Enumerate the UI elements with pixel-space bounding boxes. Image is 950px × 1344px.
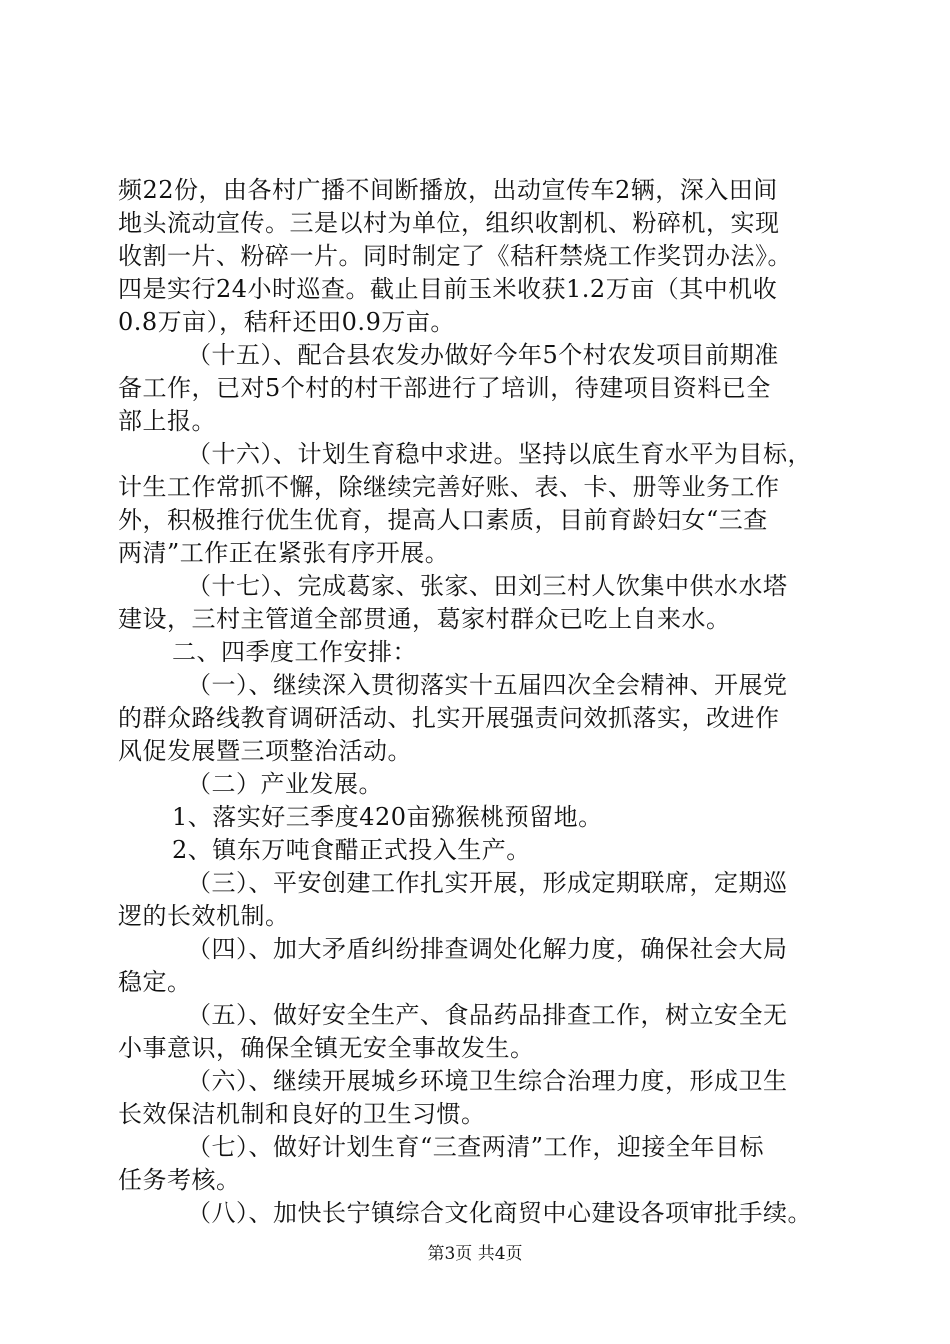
paragraph-line: 四是实行24小时巡查。截止目前玉米收获1.2万亩（其中机收 [118, 275, 778, 303]
paragraph-line: （一）、继续深入贯彻落实十五届四次全会精神、开展党 [187, 671, 788, 699]
paragraph-line: （十七）、完成葛家、张家、田刘三村人饮集中供水水塔 [187, 572, 788, 600]
paragraph-line: 计生工作常抓不懈，除继续完善好账、表、卡、册等业务工作 [118, 473, 780, 501]
paragraph-line: 部上报。 [118, 407, 216, 435]
paragraph-line: 风促发展暨三项整治活动。 [118, 737, 412, 765]
paragraph-line: 逻的长效机制。 [118, 902, 290, 930]
paragraph-line: 外，积极推行优生优育，提高人口素质，目前育龄妇女“三查 [118, 506, 768, 534]
paragraph-line: （六）、继续开展城乡环境卫生综合治理力度，形成卫生 [187, 1067, 788, 1095]
page-number-footer: 第3页 共4页 [427, 1244, 523, 1264]
paragraph-line: 稳定。 [118, 968, 192, 996]
paragraph-line: 两清”工作正在紧张有序开展。 [118, 539, 450, 567]
paragraph-line: 频22份，由各村广播不间断播放，出动宣传车2辆，深入田间 [118, 176, 778, 204]
paragraph-line: （十五）、配合县农发办做好今年5个村农发项目前期准 [187, 341, 779, 369]
paragraph-line: 任务考核。 [118, 1166, 241, 1194]
paragraph-line: （十六）、计划生育稳中求进。坚持以底生育水平为目标， [187, 440, 812, 468]
paragraph-line: 0.8万亩），秸秆还田0.9万亩。 [118, 308, 455, 336]
paragraph-line: （七）、做好计划生育“三查两清”工作，迎接全年目标 [187, 1133, 765, 1161]
section-heading: 二、四季度工作安排： [172, 638, 417, 666]
paragraph-line: 备工作，已对5个村的村干部进行了培训，待建项目资料已全 [118, 374, 771, 402]
paragraph-line: （四）、加大矛盾纠纷排查调处化解力度，确保社会大局 [187, 935, 788, 963]
paragraph-line: （五）、做好安全生产、食品药品排查工作，树立安全无 [187, 1001, 788, 1029]
paragraph-line: 地头流动宣传。三是以村为单位，组织收割机、粉碎机，实现 [118, 209, 780, 237]
paragraph-line: （二）产业发展。 [187, 770, 383, 798]
paragraph-line: 2、镇东万吨食醋正式投入生产。 [172, 836, 531, 864]
paragraph-line: （八）、加快长宁镇综合文化商贸中心建设各项审批手续。 [187, 1199, 812, 1227]
paragraph-line: 收割一片、粉碎一片。同时制定了《秸秆禁烧工作奖罚办法》。 [118, 242, 792, 270]
paragraph-line: 长效保洁机制和良好的卫生习惯。 [118, 1100, 486, 1128]
paragraph-line: 小事意识，确保全镇无安全事故发生。 [118, 1034, 535, 1062]
paragraph-line: 的群众路线教育调研活动、扎实开展强责问效抓落实，改进作 [118, 704, 780, 732]
paragraph-line: 建设，三村主管道全部贯通，葛家村群众已吃上自来水。 [118, 605, 731, 633]
paragraph-line: （三）、平安创建工作扎实开展，形成定期联席，定期巡 [187, 869, 788, 897]
paragraph-line: 1、落实好三季度420亩猕猴桃预留地。 [172, 803, 603, 831]
